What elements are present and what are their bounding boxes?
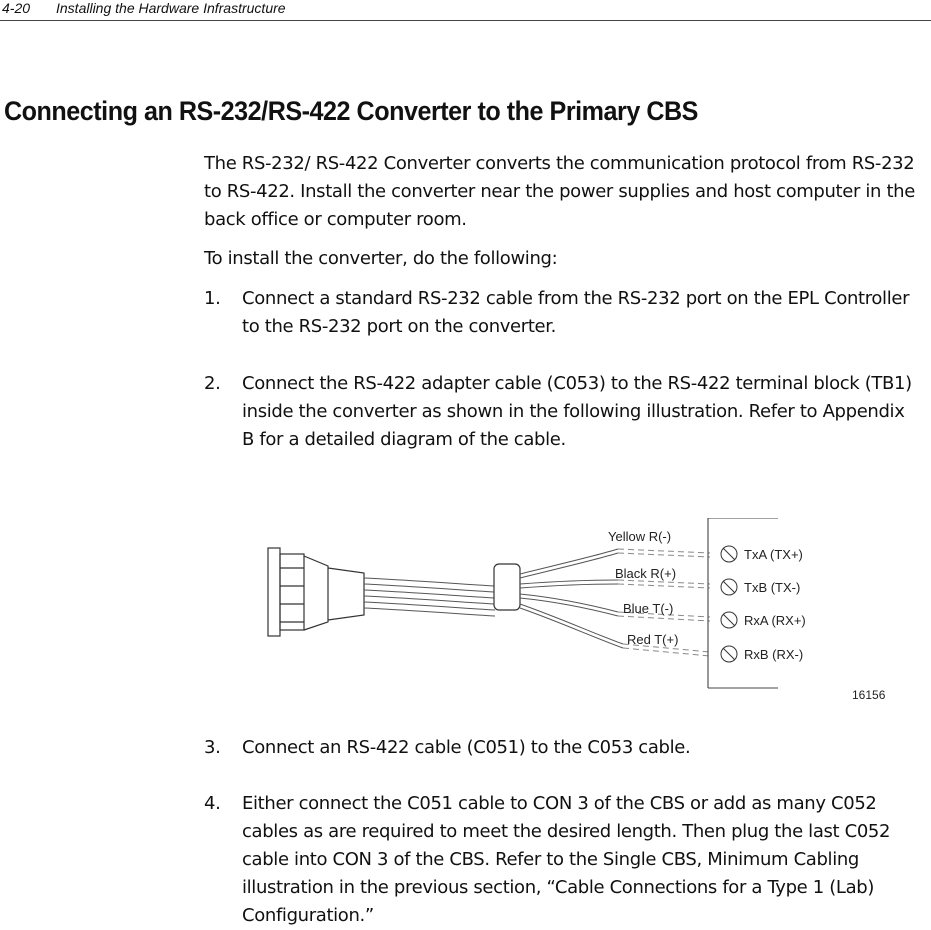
adapter-cable-figure <box>240 518 900 702</box>
cable-bundle <box>364 578 495 616</box>
terminal-label-rxb: RxB (RX-) <box>744 647 804 662</box>
wire-label-black: Black R(+) <box>615 566 677 581</box>
step-number: 2. <box>204 373 221 394</box>
figure-number: 16156 <box>852 688 886 702</box>
step-text: Connect a standard RS-232 cable from the RS-232 port on the EPL Controller to the RS-232 port on the converter. <box>242 288 910 337</box>
chapter-title: Installing the Hardware Infrastructure <box>56 0 286 16</box>
terminal-label-txb: TxB (TX-) <box>744 580 801 595</box>
terminal-label-rxa: RxA (RX+) <box>744 613 806 628</box>
step-number: 3. <box>204 737 221 758</box>
page-number: 4-20 <box>2 0 31 16</box>
step-text: Connect an RS-422 cable (C051) to the C053 cable. <box>242 737 691 758</box>
wire-label-red: Red T(+) <box>627 632 679 647</box>
wire-label-blue: Blue T(-) <box>623 601 674 616</box>
wire-fanout <box>520 549 623 648</box>
step-number: 4. <box>204 793 221 814</box>
connector-plug <box>268 548 364 636</box>
running-header <box>0 0 931 21</box>
terminal-screws <box>721 546 737 662</box>
terminal-label-txa: TxA (TX+) <box>744 547 803 562</box>
step-number: 1. <box>204 288 221 309</box>
step-text: Connect the RS-422 adapter cable (C053) to the RS-422 terminal block (TB1) inside the converter as shown in the following illustration. Refer to Appendix B for a detailed diagram of the cable. <box>242 373 912 450</box>
section-title: Connecting an RS-232/RS-422 Converter to the Primary CBS <box>4 96 698 126</box>
cable-illustration <box>240 518 900 698</box>
lead-in-paragraph: To install the converter, do the following: <box>204 248 558 269</box>
step-text: Either connect the C051 cable to CON 3 of the CBS or add as many C052 cables as are required to meet the desired length. Then plug the last C052 cable into CON 3 of the CBS. Refer to the Single CBS, Minimum Cabling illustration in the previous section, “Cable Connections for a Type 1 (Lab) Configuration.” <box>242 793 891 926</box>
wire-label-yellow: Yellow R(-) <box>608 529 672 544</box>
cable-clamp <box>494 564 520 610</box>
terminal-block <box>708 518 778 688</box>
intro-paragraph: The RS-232/ RS-422 Converter converts the communication protocol from RS-232 to RS-422. Install the converter near the power supplies and host computer in the back office or computer room. <box>204 153 915 230</box>
